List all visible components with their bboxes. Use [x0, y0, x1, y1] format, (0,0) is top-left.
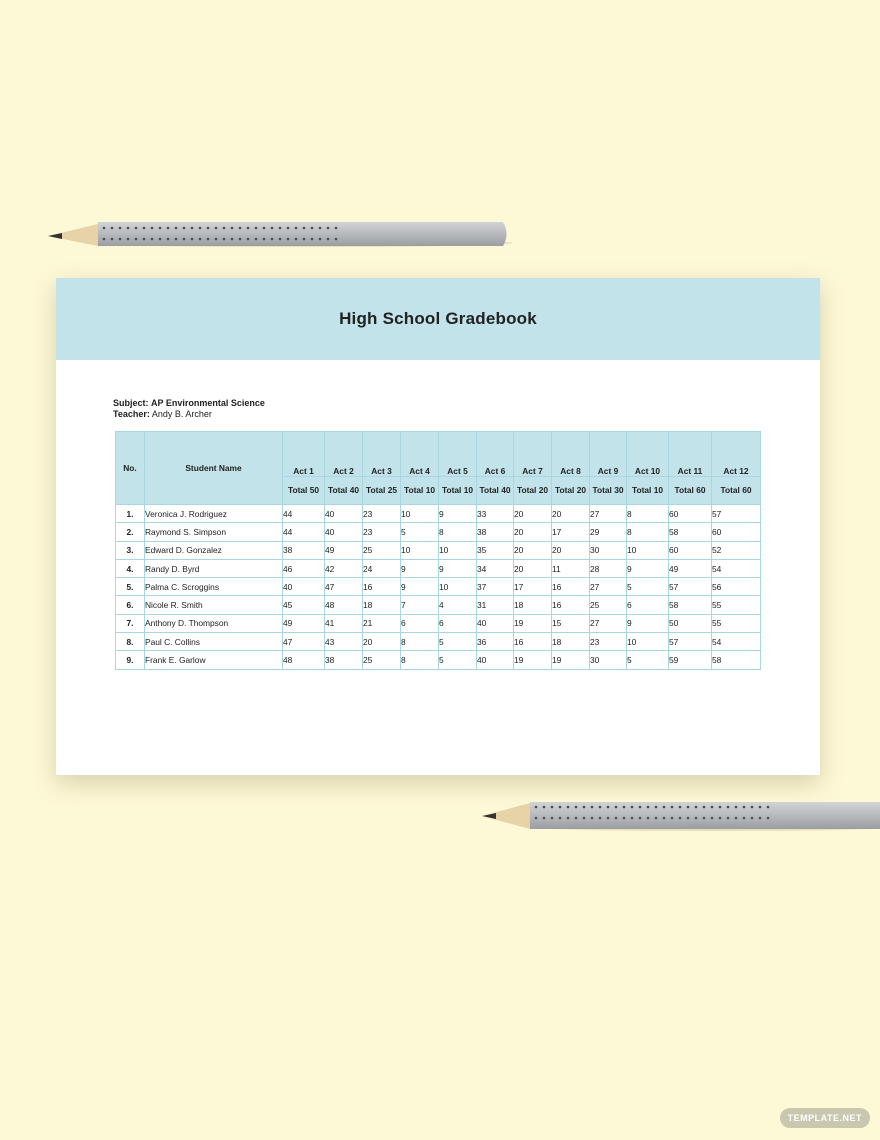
- score-cell-act-4: 8: [401, 651, 439, 669]
- pencil-dot: [687, 806, 690, 809]
- pencil-dot: [239, 238, 242, 241]
- score-cell-act-2: 42: [325, 559, 363, 577]
- score-cell-act-5: 6: [439, 614, 477, 632]
- pencil-dot: [735, 806, 738, 809]
- score-cell-act-8: 11: [552, 559, 590, 577]
- pencil-dot: [111, 238, 114, 241]
- pencil-dot: [335, 238, 338, 241]
- score-cell-act-9: 28: [590, 559, 627, 577]
- pencil-dot: [295, 238, 298, 241]
- pencil-dot: [767, 806, 770, 809]
- score-cell-act-7: 20: [514, 559, 552, 577]
- score-cell-act-10: 5: [627, 578, 669, 596]
- score-cell-act-2: 43: [325, 633, 363, 651]
- score-cell-act-6: 40: [477, 614, 514, 632]
- score-cell-act-6: 33: [477, 505, 514, 523]
- pencil-dot: [183, 238, 186, 241]
- column-header-total-6: Total 40: [477, 477, 514, 505]
- pencil-dot: [255, 238, 258, 241]
- pencil-dot: [231, 238, 234, 241]
- pencil-dot: [759, 806, 762, 809]
- pencil-dot: [695, 806, 698, 809]
- pencil-dot: [703, 817, 706, 820]
- score-cell-act-8: 16: [552, 596, 590, 614]
- pencil-dot: [735, 817, 738, 820]
- score-cell-act-7: 20: [514, 505, 552, 523]
- pencil-dot: [271, 227, 274, 230]
- score-cell-act-6: 36: [477, 633, 514, 651]
- pencil-dot: [631, 806, 634, 809]
- score-cell-act-6: 35: [477, 541, 514, 559]
- score-cell-act-11: 60: [669, 541, 712, 559]
- pencil-dot: [591, 806, 594, 809]
- score-cell-act-4: 5: [401, 523, 439, 541]
- score-cell-act-6: 40: [477, 651, 514, 669]
- score-cell-act-7: 20: [514, 541, 552, 559]
- pencil-dot: [599, 806, 602, 809]
- score-cell-act-8: 16: [552, 578, 590, 596]
- pencil-dot: [271, 238, 274, 241]
- column-header-total-9: Total 30: [590, 477, 627, 505]
- score-cell-act-11: 57: [669, 633, 712, 651]
- column-header-act-4: Act 4: [401, 432, 439, 477]
- gradebook-sheet: [56, 278, 820, 775]
- pencil-dot: [535, 817, 538, 820]
- score-cell-act-4: 9: [401, 578, 439, 596]
- pencil-dot: [663, 817, 666, 820]
- score-cell-act-3: 18: [363, 596, 401, 614]
- score-cell-act-1: 46: [283, 559, 325, 577]
- pencil-dot: [335, 227, 338, 230]
- pencil-dot: [319, 227, 322, 230]
- pencil-bottom-icon: [482, 798, 880, 832]
- pencil-dot: [615, 817, 618, 820]
- pencil-dot: [623, 806, 626, 809]
- score-cell-act-9: 23: [590, 633, 627, 651]
- pencil-dot: [143, 238, 146, 241]
- pencil-dot: [287, 238, 290, 241]
- score-cell-act-1: 44: [283, 505, 325, 523]
- column-header-student-name: Student Name: [145, 432, 283, 505]
- score-cell-act-2: 49: [325, 541, 363, 559]
- column-header-act-7: Act 7: [514, 432, 552, 477]
- header-row-acts: [116, 432, 761, 477]
- pencil-dot: [303, 238, 306, 241]
- score-cell-act-5: 9: [439, 505, 477, 523]
- pencil-dot: [175, 238, 178, 241]
- pencil-dot: [231, 227, 234, 230]
- pencil-dot: [327, 238, 330, 241]
- student-name-cell: Nicole R. Smith: [145, 596, 283, 614]
- score-cell-act-10: 8: [627, 523, 669, 541]
- score-cell-act-4: 10: [401, 541, 439, 559]
- pencil-dot: [303, 227, 306, 230]
- table-row: [116, 614, 761, 632]
- pencil-dot: [639, 806, 642, 809]
- column-header-total-12: Total 60: [712, 477, 761, 505]
- score-cell-act-3: 25: [363, 651, 401, 669]
- pencil-dot: [183, 227, 186, 230]
- student-name-cell: Frank E. Garlow: [145, 651, 283, 669]
- score-cell-act-1: 45: [283, 596, 325, 614]
- pencil-dot: [311, 227, 314, 230]
- pencil-dot: [583, 806, 586, 809]
- column-header-total-8: Total 20: [552, 477, 590, 505]
- score-cell-act-12: 58: [712, 651, 761, 669]
- score-cell-act-9: 27: [590, 578, 627, 596]
- pencil-dot: [191, 227, 194, 230]
- pencil-dot: [559, 806, 562, 809]
- score-cell-act-8: 20: [552, 541, 590, 559]
- pencil-dot: [647, 817, 650, 820]
- score-cell-act-12: 54: [712, 559, 761, 577]
- score-cell-act-10: 6: [627, 596, 669, 614]
- pencil-dot: [639, 817, 642, 820]
- score-cell-act-6: 38: [477, 523, 514, 541]
- pencil-dot: [703, 806, 706, 809]
- score-cell-act-9: 27: [590, 505, 627, 523]
- score-cell-act-2: 40: [325, 505, 363, 523]
- student-name-cell: Paul C. Collins: [145, 633, 283, 651]
- column-header-act-9: Act 9: [590, 432, 627, 477]
- pencil-dot: [631, 817, 634, 820]
- score-cell-act-7: 20: [514, 523, 552, 541]
- pencil-dot: [127, 227, 130, 230]
- column-header-act-10: Act 10: [627, 432, 669, 477]
- table-row: [116, 505, 761, 523]
- score-cell-act-5: 8: [439, 523, 477, 541]
- row-number: 6.: [116, 596, 145, 614]
- score-cell-act-5: 10: [439, 578, 477, 596]
- pencil-dot: [207, 227, 210, 230]
- pencil-dot: [159, 238, 162, 241]
- pencil-dot: [663, 806, 666, 809]
- score-cell-act-9: 29: [590, 523, 627, 541]
- score-cell-act-6: 34: [477, 559, 514, 577]
- table-body: [116, 505, 761, 670]
- pencil-dot: [279, 227, 282, 230]
- pencil-dot: [567, 806, 570, 809]
- score-cell-act-3: 20: [363, 633, 401, 651]
- score-cell-act-12: 55: [712, 614, 761, 632]
- pencil-dot: [287, 227, 290, 230]
- score-cell-act-10: 9: [627, 559, 669, 577]
- column-header-act-12: Act 12: [712, 432, 761, 477]
- score-cell-act-3: 23: [363, 505, 401, 523]
- student-name-cell: Raymond S. Simpson: [145, 523, 283, 541]
- pencil-dot: [711, 806, 714, 809]
- pencil-dot: [103, 227, 106, 230]
- row-number: 3.: [116, 541, 145, 559]
- score-cell-act-11: 58: [669, 523, 712, 541]
- score-cell-act-5: 10: [439, 541, 477, 559]
- teacher-label: Teacher:: [113, 409, 150, 419]
- column-header-total-10: Total 10: [627, 477, 669, 505]
- pencil-dot: [743, 817, 746, 820]
- pencil-dot: [751, 817, 754, 820]
- column-header-act-11: Act 11: [669, 432, 712, 477]
- pencil-dot: [255, 227, 258, 230]
- table-row: [116, 559, 761, 577]
- teacher-line: [113, 409, 265, 420]
- pencil-dot: [743, 806, 746, 809]
- score-cell-act-7: 18: [514, 596, 552, 614]
- score-cell-act-8: 19: [552, 651, 590, 669]
- row-number: 4.: [116, 559, 145, 577]
- pencil-dot: [151, 227, 154, 230]
- column-header-total-7: Total 20: [514, 477, 552, 505]
- pencil-dot: [111, 227, 114, 230]
- score-cell-act-7: 17: [514, 578, 552, 596]
- pencil-dot: [143, 227, 146, 230]
- score-cell-act-11: 50: [669, 614, 712, 632]
- score-cell-act-10: 9: [627, 614, 669, 632]
- table-row: [116, 541, 761, 559]
- column-header-total-2: Total 40: [325, 477, 363, 505]
- pencil-dot: [727, 806, 730, 809]
- pencil-dot: [559, 817, 562, 820]
- row-number: 1.: [116, 505, 145, 523]
- pencil-dot: [135, 238, 138, 241]
- pencil-dot: [103, 238, 106, 241]
- document-meta: [113, 398, 265, 420]
- score-cell-act-9: 30: [590, 651, 627, 669]
- pencil-dot: [751, 806, 754, 809]
- column-header-total-3: Total 25: [363, 477, 401, 505]
- column-header-act-5: Act 5: [439, 432, 477, 477]
- pencil-dot: [279, 238, 282, 241]
- score-cell-act-4: 8: [401, 633, 439, 651]
- column-header-act-6: Act 6: [477, 432, 514, 477]
- score-cell-act-12: 52: [712, 541, 761, 559]
- score-cell-act-12: 56: [712, 578, 761, 596]
- table-row: [116, 596, 761, 614]
- score-cell-act-8: 20: [552, 505, 590, 523]
- pencil-dot: [127, 238, 130, 241]
- score-cell-act-2: 47: [325, 578, 363, 596]
- pencil-dot: [591, 817, 594, 820]
- column-header-act-8: Act 8: [552, 432, 590, 477]
- pencil-dot: [671, 806, 674, 809]
- score-cell-act-11: 58: [669, 596, 712, 614]
- pencil-dot: [719, 817, 722, 820]
- row-number: 9.: [116, 651, 145, 669]
- pencil-dot: [215, 238, 218, 241]
- pencil-dot: [719, 806, 722, 809]
- pencil-dot: [599, 817, 602, 820]
- subject-label: Subject:: [113, 398, 149, 408]
- column-header-act-3: Act 3: [363, 432, 401, 477]
- score-cell-act-11: 60: [669, 505, 712, 523]
- score-cell-act-5: 5: [439, 651, 477, 669]
- subject-line: [113, 398, 265, 409]
- score-cell-act-3: 23: [363, 523, 401, 541]
- pencil-dot: [175, 227, 178, 230]
- score-cell-act-5: 9: [439, 559, 477, 577]
- score-cell-act-4: 7: [401, 596, 439, 614]
- score-cell-act-1: 48: [283, 651, 325, 669]
- row-number: 2.: [116, 523, 145, 541]
- pencil-dot: [623, 817, 626, 820]
- pencil-dot: [767, 817, 770, 820]
- row-number: 7.: [116, 614, 145, 632]
- pencil-dot: [199, 227, 202, 230]
- pencil-dot: [535, 806, 538, 809]
- score-cell-act-8: 18: [552, 633, 590, 651]
- table-row: [116, 578, 761, 596]
- pencil-dot: [583, 817, 586, 820]
- score-cell-act-4: 9: [401, 559, 439, 577]
- pencil-dot: [647, 806, 650, 809]
- score-cell-act-12: 60: [712, 523, 761, 541]
- score-cell-act-8: 17: [552, 523, 590, 541]
- score-cell-act-4: 10: [401, 505, 439, 523]
- pencil-dot: [551, 806, 554, 809]
- pencil-dot: [711, 817, 714, 820]
- pencil-dot: [567, 817, 570, 820]
- pencil-dot: [671, 817, 674, 820]
- pencil-dot: [575, 817, 578, 820]
- pencil-dot: [543, 806, 546, 809]
- pencil-dot: [191, 238, 194, 241]
- score-cell-act-11: 49: [669, 559, 712, 577]
- score-cell-act-1: 49: [283, 614, 325, 632]
- pencil-dot: [239, 227, 242, 230]
- column-header-total-4: Total 10: [401, 477, 439, 505]
- pencil-dot: [295, 227, 298, 230]
- score-cell-act-5: 4: [439, 596, 477, 614]
- pencil-dot: [311, 238, 314, 241]
- column-header-total-11: Total 60: [669, 477, 712, 505]
- student-name-cell: Edward D. Gonzalez: [145, 541, 283, 559]
- score-cell-act-2: 41: [325, 614, 363, 632]
- score-cell-act-3: 21: [363, 614, 401, 632]
- pencil-dot: [207, 238, 210, 241]
- student-name-cell: Veronica J. Rodriguez: [145, 505, 283, 523]
- pencil-dot: [263, 227, 266, 230]
- pencil-dot: [607, 806, 610, 809]
- score-cell-act-2: 48: [325, 596, 363, 614]
- pencil-dot: [655, 806, 658, 809]
- score-cell-act-10: 5: [627, 651, 669, 669]
- score-cell-act-10: 8: [627, 505, 669, 523]
- pencil-dot: [223, 227, 226, 230]
- score-cell-act-10: 10: [627, 633, 669, 651]
- gradebook-table: [115, 431, 761, 670]
- pencil-dot: [551, 817, 554, 820]
- pencil-dot: [167, 227, 170, 230]
- score-cell-act-1: 47: [283, 633, 325, 651]
- pencil-dot: [327, 227, 330, 230]
- pencil-dot: [247, 227, 250, 230]
- score-cell-act-1: 40: [283, 578, 325, 596]
- column-header-no: No.: [116, 432, 145, 505]
- score-cell-act-12: 57: [712, 505, 761, 523]
- pencil-dot: [215, 227, 218, 230]
- table-row: [116, 633, 761, 651]
- score-cell-act-4: 6: [401, 614, 439, 632]
- pencil-dot: [615, 806, 618, 809]
- student-name-cell: Anthony D. Thompson: [145, 614, 283, 632]
- column-header-total-5: Total 10: [439, 477, 477, 505]
- student-name-cell: Randy D. Byrd: [145, 559, 283, 577]
- pencil-dot: [759, 817, 762, 820]
- pencil-dot: [575, 806, 578, 809]
- pencil-dot: [135, 227, 138, 230]
- score-cell-act-2: 38: [325, 651, 363, 669]
- pencil-dot: [695, 817, 698, 820]
- watermark: TEMPLATE.NET: [780, 1108, 870, 1128]
- table-row: [116, 523, 761, 541]
- pencil-top-icon: [48, 216, 518, 250]
- score-cell-act-8: 15: [552, 614, 590, 632]
- pencil-dot: [607, 817, 610, 820]
- score-cell-act-7: 16: [514, 633, 552, 651]
- score-cell-act-3: 24: [363, 559, 401, 577]
- pencil-dot: [151, 238, 154, 241]
- pencil-dot: [159, 227, 162, 230]
- column-header-act-2: Act 2: [325, 432, 363, 477]
- score-cell-act-2: 40: [325, 523, 363, 541]
- score-cell-act-6: 31: [477, 596, 514, 614]
- score-cell-act-9: 27: [590, 614, 627, 632]
- pencil-dot: [223, 238, 226, 241]
- score-cell-act-7: 19: [514, 651, 552, 669]
- column-header-total-1: Total 50: [283, 477, 325, 505]
- table-row: [116, 651, 761, 669]
- score-cell-act-11: 57: [669, 578, 712, 596]
- pencil-dot: [655, 817, 658, 820]
- pencil-dot: [687, 817, 690, 820]
- pencil-dot: [119, 227, 122, 230]
- score-cell-act-10: 10: [627, 541, 669, 559]
- column-header-act-1: Act 1: [283, 432, 325, 477]
- pencil-dot: [319, 238, 322, 241]
- pencil-dot: [119, 238, 122, 241]
- score-cell-act-9: 30: [590, 541, 627, 559]
- row-number: 8.: [116, 633, 145, 651]
- pencil-dot: [679, 806, 682, 809]
- score-cell-act-7: 19: [514, 614, 552, 632]
- pencil-dot: [199, 238, 202, 241]
- score-cell-act-1: 38: [283, 541, 325, 559]
- score-cell-act-3: 25: [363, 541, 401, 559]
- score-cell-act-9: 25: [590, 596, 627, 614]
- score-cell-act-1: 44: [283, 523, 325, 541]
- score-cell-act-3: 16: [363, 578, 401, 596]
- score-cell-act-5: 5: [439, 633, 477, 651]
- pencil-dot: [543, 817, 546, 820]
- title-band: [56, 278, 820, 360]
- teacher-value: Andy B. Archer: [151, 409, 212, 419]
- subject-value: AP Environmental Science: [151, 398, 265, 408]
- score-cell-act-12: 54: [712, 633, 761, 651]
- score-cell-act-11: 59: [669, 651, 712, 669]
- student-name-cell: Palma C. Scroggins: [145, 578, 283, 596]
- pencil-dot: [727, 817, 730, 820]
- pencil-dot: [263, 238, 266, 241]
- score-cell-act-12: 55: [712, 596, 761, 614]
- pencil-dot: [679, 817, 682, 820]
- score-cell-act-6: 37: [477, 578, 514, 596]
- document-title: High School Gradebook: [339, 309, 537, 328]
- pencil-dot: [167, 238, 170, 241]
- row-number: 5.: [116, 578, 145, 596]
- pencil-dot: [247, 238, 250, 241]
